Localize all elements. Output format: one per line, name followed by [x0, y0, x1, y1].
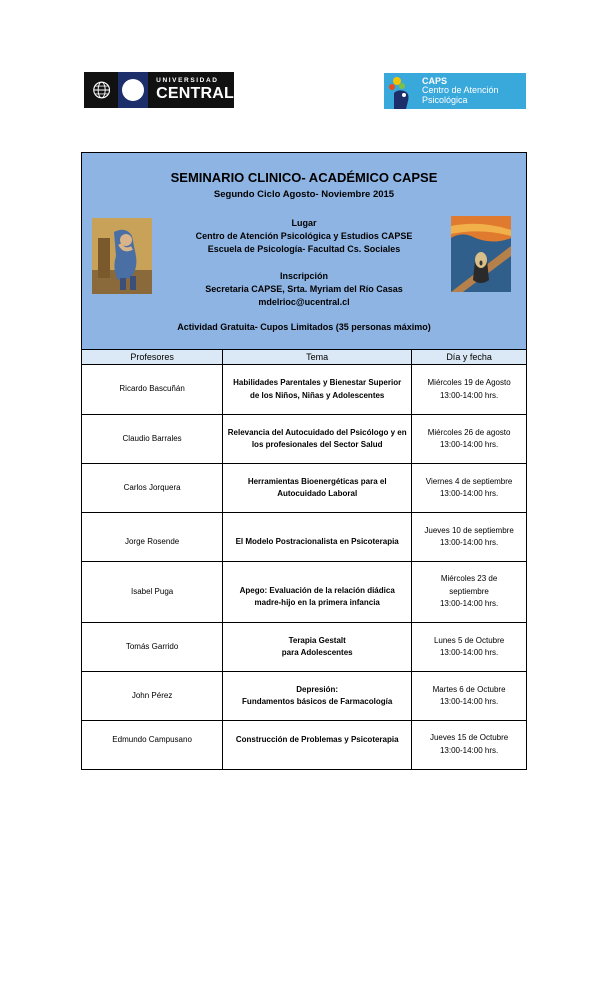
inscripcion-label: Inscripción [279, 271, 328, 281]
tema-line1: Herramientas Bioenergéticas para el [247, 476, 387, 486]
painting-sorrowing-old-man-image [92, 218, 152, 294]
tema-cell [223, 365, 412, 415]
tema-line1: Depresión: [296, 684, 339, 694]
header-fecha: Día y fecha [412, 350, 526, 365]
fecha-cell [412, 464, 526, 513]
seminar-schedule-table [82, 350, 526, 769]
tema-cell [223, 415, 412, 464]
fecha-date: Jueves 15 de Octubre [429, 733, 509, 743]
fecha-date: Miércoles 23 de septiembre [440, 574, 498, 596]
table-row [82, 672, 526, 721]
caps-line2: Centro de Atención [422, 85, 499, 96]
lugar-label: Lugar [291, 218, 317, 228]
universidad-central-logo [84, 72, 234, 108]
fecha-date: Martes 6 de Octubre [432, 684, 506, 694]
logo-words [156, 78, 234, 103]
tema-line1: El Modelo Postracionalista en Psicoterapia [235, 536, 399, 546]
tema-line1: Construcción de Problemas y Psicoterapia [235, 734, 399, 744]
fecha-cell [412, 415, 526, 464]
seminar-title: SEMINARIO CLINICO- ACADÉMICO CAPSE [170, 170, 438, 185]
fecha-date: Jueves 10 de septiembre [424, 525, 514, 535]
caps-logo [384, 73, 526, 109]
fecha-date: Miércoles 19 de Agosto [427, 378, 511, 387]
tema-cell [223, 464, 412, 513]
header-tema: Tema [223, 350, 412, 365]
inscripcion-line1: Secretaria CAPSE, Srta. Myriam del Río Casas [205, 284, 403, 294]
table-row [82, 415, 526, 464]
globe-icon [93, 79, 110, 101]
profesor-cell: Tomás Garrido [82, 623, 223, 672]
seminar-document [81, 152, 527, 770]
contact-email[interactable]: mdelrioc@ucentral.cl [258, 297, 350, 307]
fecha-time: 13:00-14:00 hrs. [439, 390, 499, 400]
fecha-time: 13:00-14:00 hrs. [439, 599, 499, 609]
table-row [82, 562, 526, 623]
fecha-date: Miércoles 26 de agosto [427, 427, 511, 437]
header-profesores: Profesores [82, 350, 223, 365]
fecha-time: 13:00-14:00 hrs. [439, 648, 499, 657]
caps-line3: Psicológica [422, 94, 468, 105]
table-header-row [82, 350, 526, 365]
fecha-time: 13:00-14:00 hrs. [439, 489, 499, 498]
logo-square [118, 72, 148, 108]
fecha-time: 13:00-14:00 hrs. [439, 745, 499, 755]
table-row [82, 365, 526, 415]
table-row [82, 464, 526, 513]
logo-line1: UNIVERSIDAD [156, 76, 219, 84]
tema-cell [223, 623, 412, 672]
fecha-date: Lunes 5 de Octubre [433, 635, 505, 645]
seminar-subtitle: Segundo Ciclo Agosto- Noviembre 2015 [213, 189, 395, 200]
seminar-header [82, 153, 526, 350]
tema-line1: Terapia Gestalt [288, 635, 346, 645]
fecha-time: 13:00-14:00 hrs. [439, 538, 499, 547]
caps-text [422, 77, 499, 105]
tema-line1: Relevancia del Autocuidado del Psicólogo y en [227, 427, 407, 437]
tema-line2: madre-hijo en la primera infancia [254, 598, 380, 607]
profesor-cell: Carlos Jorquera [82, 464, 223, 513]
fecha-cell [412, 672, 526, 721]
fecha-cell [412, 365, 526, 415]
tema-cell [223, 562, 412, 623]
profesor-cell: Claudio Barrales [82, 415, 223, 464]
tema-cell [223, 721, 412, 769]
profesor-cell: Ricardo Bascuñán [82, 365, 223, 415]
profesor-cell: John Pérez [82, 672, 223, 721]
table-row [82, 721, 526, 769]
tema-line2: para Adolescentes [281, 648, 353, 657]
tema-line1: Habilidades Parentales y Bienestar Superior [233, 378, 402, 387]
table-row [82, 513, 526, 562]
fecha-time: 13:00-14:00 hrs. [439, 440, 499, 449]
tema-line2: los profesionales del Sector Salud [251, 440, 383, 449]
tema-line2: Autocuidado Laboral [277, 489, 358, 498]
logo-line2: CENTRAL [156, 85, 234, 103]
tema-line1: Apego: Evaluación de la relación diádica [239, 585, 395, 595]
painting-the-scream-image [451, 216, 511, 292]
profesor-cell: Edmundo Campusano [82, 721, 223, 769]
fecha-cell [412, 562, 526, 623]
caps-line1: CAPS [422, 75, 448, 86]
tema-cell [223, 513, 412, 562]
fecha-cell [412, 623, 526, 672]
head-profile-icon [384, 73, 420, 109]
profesor-cell: Isabel Puga [82, 562, 223, 623]
activity-note: Actividad Gratuita- Cupos Limitados (35 personas máximo) [177, 322, 431, 332]
tema-line2: Fundamentos básicos de Farmacología [242, 697, 393, 706]
table-row [82, 623, 526, 672]
fecha-cell [412, 721, 526, 769]
lugar-line1: Centro de Atención Psicológica y Estudios CAPSE [195, 231, 413, 241]
tema-cell [223, 672, 412, 721]
lugar-line2: Escuela de Psicología- Facultad Cs. Sociales [207, 244, 401, 254]
tema-line2: de los Niños, Niñas y Adolescentes [249, 390, 385, 400]
fecha-date: Viernes 4 de septiembre [425, 476, 513, 486]
fecha-cell [412, 513, 526, 562]
profesor-cell: Jorge Rosende [82, 513, 223, 562]
fecha-time: 13:00-14:00 hrs. [439, 697, 499, 706]
